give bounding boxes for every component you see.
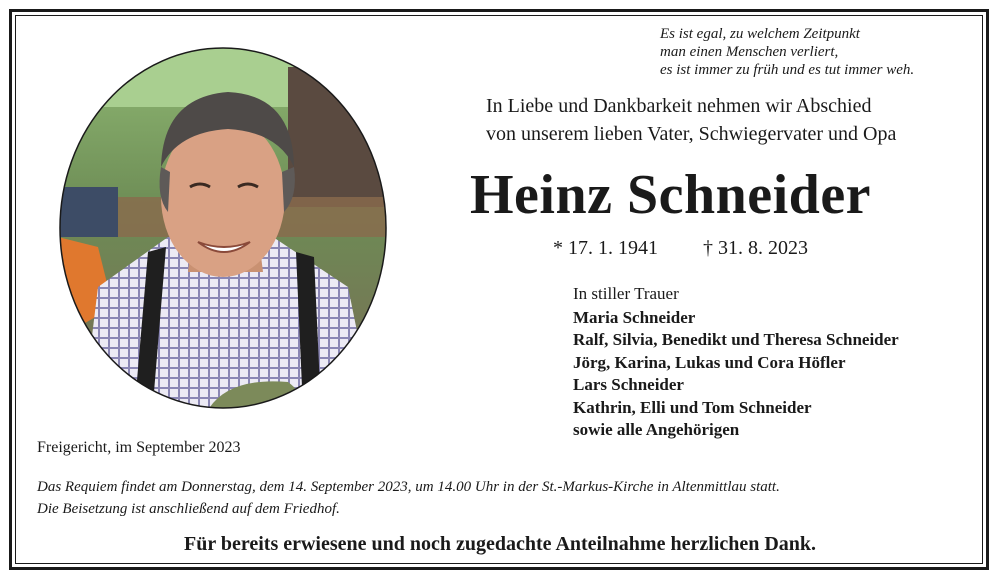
mourner-entry: Jörg, Karina, Lukas und Cora Höfler <box>573 352 846 372</box>
farewell-intro <box>486 92 896 148</box>
life-dates <box>553 235 808 261</box>
mourners-list <box>573 283 899 442</box>
place-date: Freigericht, im September 2023 <box>37 439 241 456</box>
mourner-entry: sowie alle Angehörigen <box>573 420 740 439</box>
thanks-line: Für bereits erwiesene und noch zugedachte Anteilnahme herzlichen Dank. <box>183 533 817 555</box>
portrait-photo <box>58 47 388 410</box>
motto-line: es ist immer zu früh und es tut immer weh. <box>660 62 915 78</box>
mourner-entry: Lars Schneider <box>573 375 684 394</box>
motto-quote <box>660 25 914 79</box>
intro-line: In Liebe und Dankbarkeit nehmen wir Abschied <box>486 95 872 117</box>
birth-date: * 17. 1. 1941 <box>553 237 658 259</box>
intro-line: von unserem lieben Vater, Schwiegervater und Opa <box>486 123 897 145</box>
mourner-entry: Kathrin, Elli und Tom Schneider <box>573 397 812 417</box>
mourner-entry: Ralf, Silvia, Benedikt und Theresa Schneider <box>573 330 899 349</box>
mourner-entry: Maria Schneider <box>573 307 696 327</box>
mourners-intro: In stiller Trauer <box>573 284 679 303</box>
deceased-name: Heinz Schneider <box>470 164 872 226</box>
death-date: † 31. 8. 2023 <box>703 237 808 259</box>
service-line: Das Requiem findet am Donnerstag, dem 14. September 2023, um 14.00 Uhr in der St.-Markus-Kirche in Altenmittlau statt. <box>37 479 780 495</box>
motto-line: man einen Menschen verliert, <box>660 44 839 60</box>
service-info <box>37 476 780 520</box>
motto-line: Es ist egal, zu welchem Zeitpunkt <box>660 26 860 42</box>
service-line: Die Beisetzung ist anschließend auf dem Friedhof. <box>37 501 340 517</box>
